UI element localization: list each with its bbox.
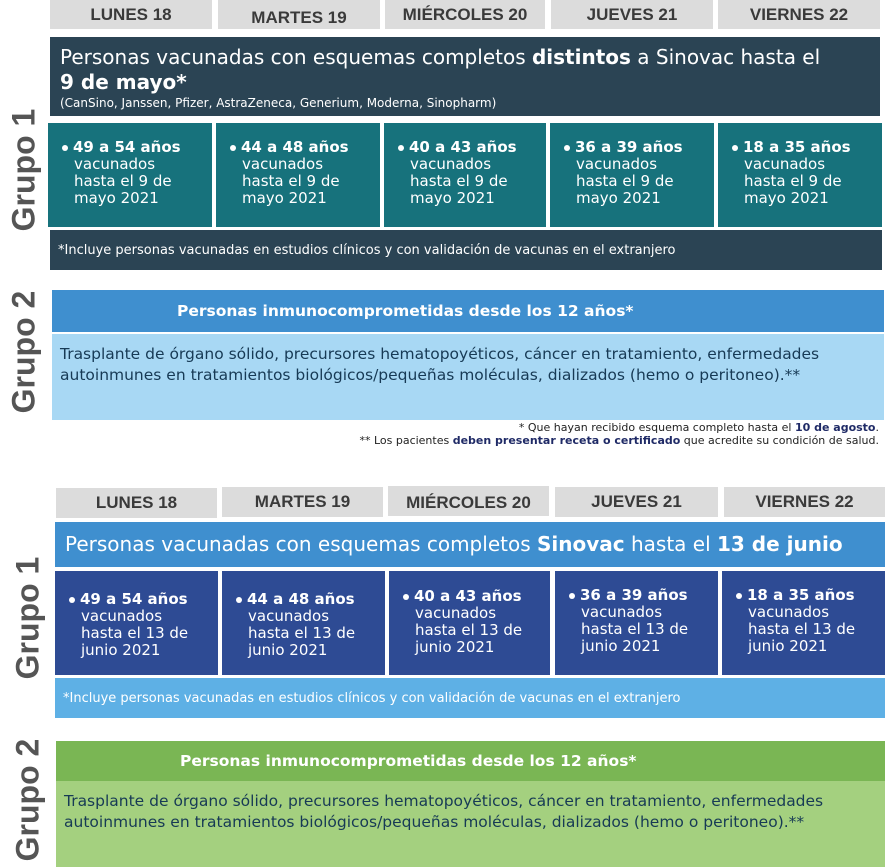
block2-note: *Incluye personas vacunadas en estudios clínicos y con validación de vacunas en el extranjero (55, 678, 885, 718)
block2-cell-3: 40 a 43 años vacunados hasta el 13 de junio 2021 (389, 571, 550, 675)
day-header-jueves-bottom: JUEVES 21 (555, 487, 718, 517)
bullet-icon (236, 597, 242, 603)
day-header-martes-top: MARTES 19 (218, 0, 380, 29)
day-header-martes-bottom: MARTES 19 (222, 487, 383, 517)
block1-note: *Incluye personas vacunadas en estudios clínicos y con validación de vacunas en el extranjero (50, 230, 882, 270)
block2-group2-body: Trasplante de órgano sólido, precursores hematopoyéticos, cáncer en tratamiento, enfermedades autoinmunes en tratamientos biológicos/pequeñas moléculas, dializados (hemo o peritoneo).** (56, 781, 885, 867)
block2-cell-2: 44 a 48 años vacunados hasta el 13 de junio 2021 (222, 571, 385, 675)
block1-footnote-2: ** Los pacientes deben presentar receta o certificado que acredite su condición de salud. (359, 434, 879, 447)
block2-cell-1: 49 a 54 años vacunados hasta el 13 de junio 2021 (55, 571, 218, 675)
bullet-icon (69, 597, 75, 603)
bullet-icon (398, 145, 404, 151)
block2-group2-header: Personas inmunocomprometidas desde los 12 años* (56, 741, 885, 781)
block1-cell-3: 40 a 43 años vacunados hasta el 9 de mayo 2021 (384, 123, 546, 227)
block1-footnote-1: * Que hayan recibido esquema completo hasta el 10 de agosto. (518, 421, 879, 434)
block2-title-bar (55, 522, 885, 567)
block1-cell-2: 44 a 48 años vacunados hasta el 9 de mayo 2021 (216, 123, 380, 227)
day-header-viernes-top: VIERNES 22 (718, 0, 880, 29)
bullet-icon (564, 145, 570, 151)
block1-title-bar (50, 37, 880, 116)
block2-cell-5: 18 a 35 años vacunados hasta el 13 de junio 2021 (722, 571, 885, 675)
block1-title: Personas vacunadas con esquemas completos distintos a Sinovac hasta el 9 de mayo* (60, 45, 821, 94)
day-header-miercoles-bottom: MIÉRCOLES 20 (388, 486, 549, 516)
block1-group2-header: Personas inmunocomprometidas desde los 12 años* (52, 290, 884, 332)
bullet-icon (732, 145, 738, 151)
bullet-icon (403, 594, 409, 600)
bullet-icon (62, 145, 68, 151)
bullet-icon (569, 593, 575, 599)
block1-cell-4: 36 a 39 años vacunados hasta el 9 de mayo 2021 (550, 123, 714, 227)
day-header-jueves-top: JUEVES 21 (551, 0, 713, 29)
block1-subtitle: (CanSino, Janssen, Pfizer, AstraZeneca, Generium, Moderna, Sinopharm) (60, 96, 497, 110)
day-header-lunes-top: LUNES 18 (50, 0, 212, 29)
block2-cell-4: 36 a 39 años vacunados hasta el 13 de junio 2021 (555, 571, 718, 675)
day-header-miercoles-top: MIÉRCOLES 20 (385, 0, 545, 29)
day-header-viernes-bottom: VIERNES 22 (724, 487, 885, 517)
bullet-icon (230, 145, 236, 151)
block1-group2-body: Trasplante de órgano sólido, precursores hematopoyéticos, cáncer en tratamiento, enfermedades autoinmunes en tratamientos biológicos/pequeñas moléculas, dializados (hemo o peritoneo).** (52, 334, 884, 420)
block2-title: Personas vacunadas con esquemas completos Sinovac hasta el 13 de junio (65, 532, 843, 556)
day-header-lunes-bottom: LUNES 18 (56, 488, 217, 518)
bullet-icon (736, 593, 742, 599)
block1-cell-5: 18 a 35 años vacunados hasta el 9 de mayo 2021 (718, 123, 882, 227)
block1-cell-1: 49 a 54 años vacunados hasta el 9 de mayo 2021 (48, 123, 212, 227)
